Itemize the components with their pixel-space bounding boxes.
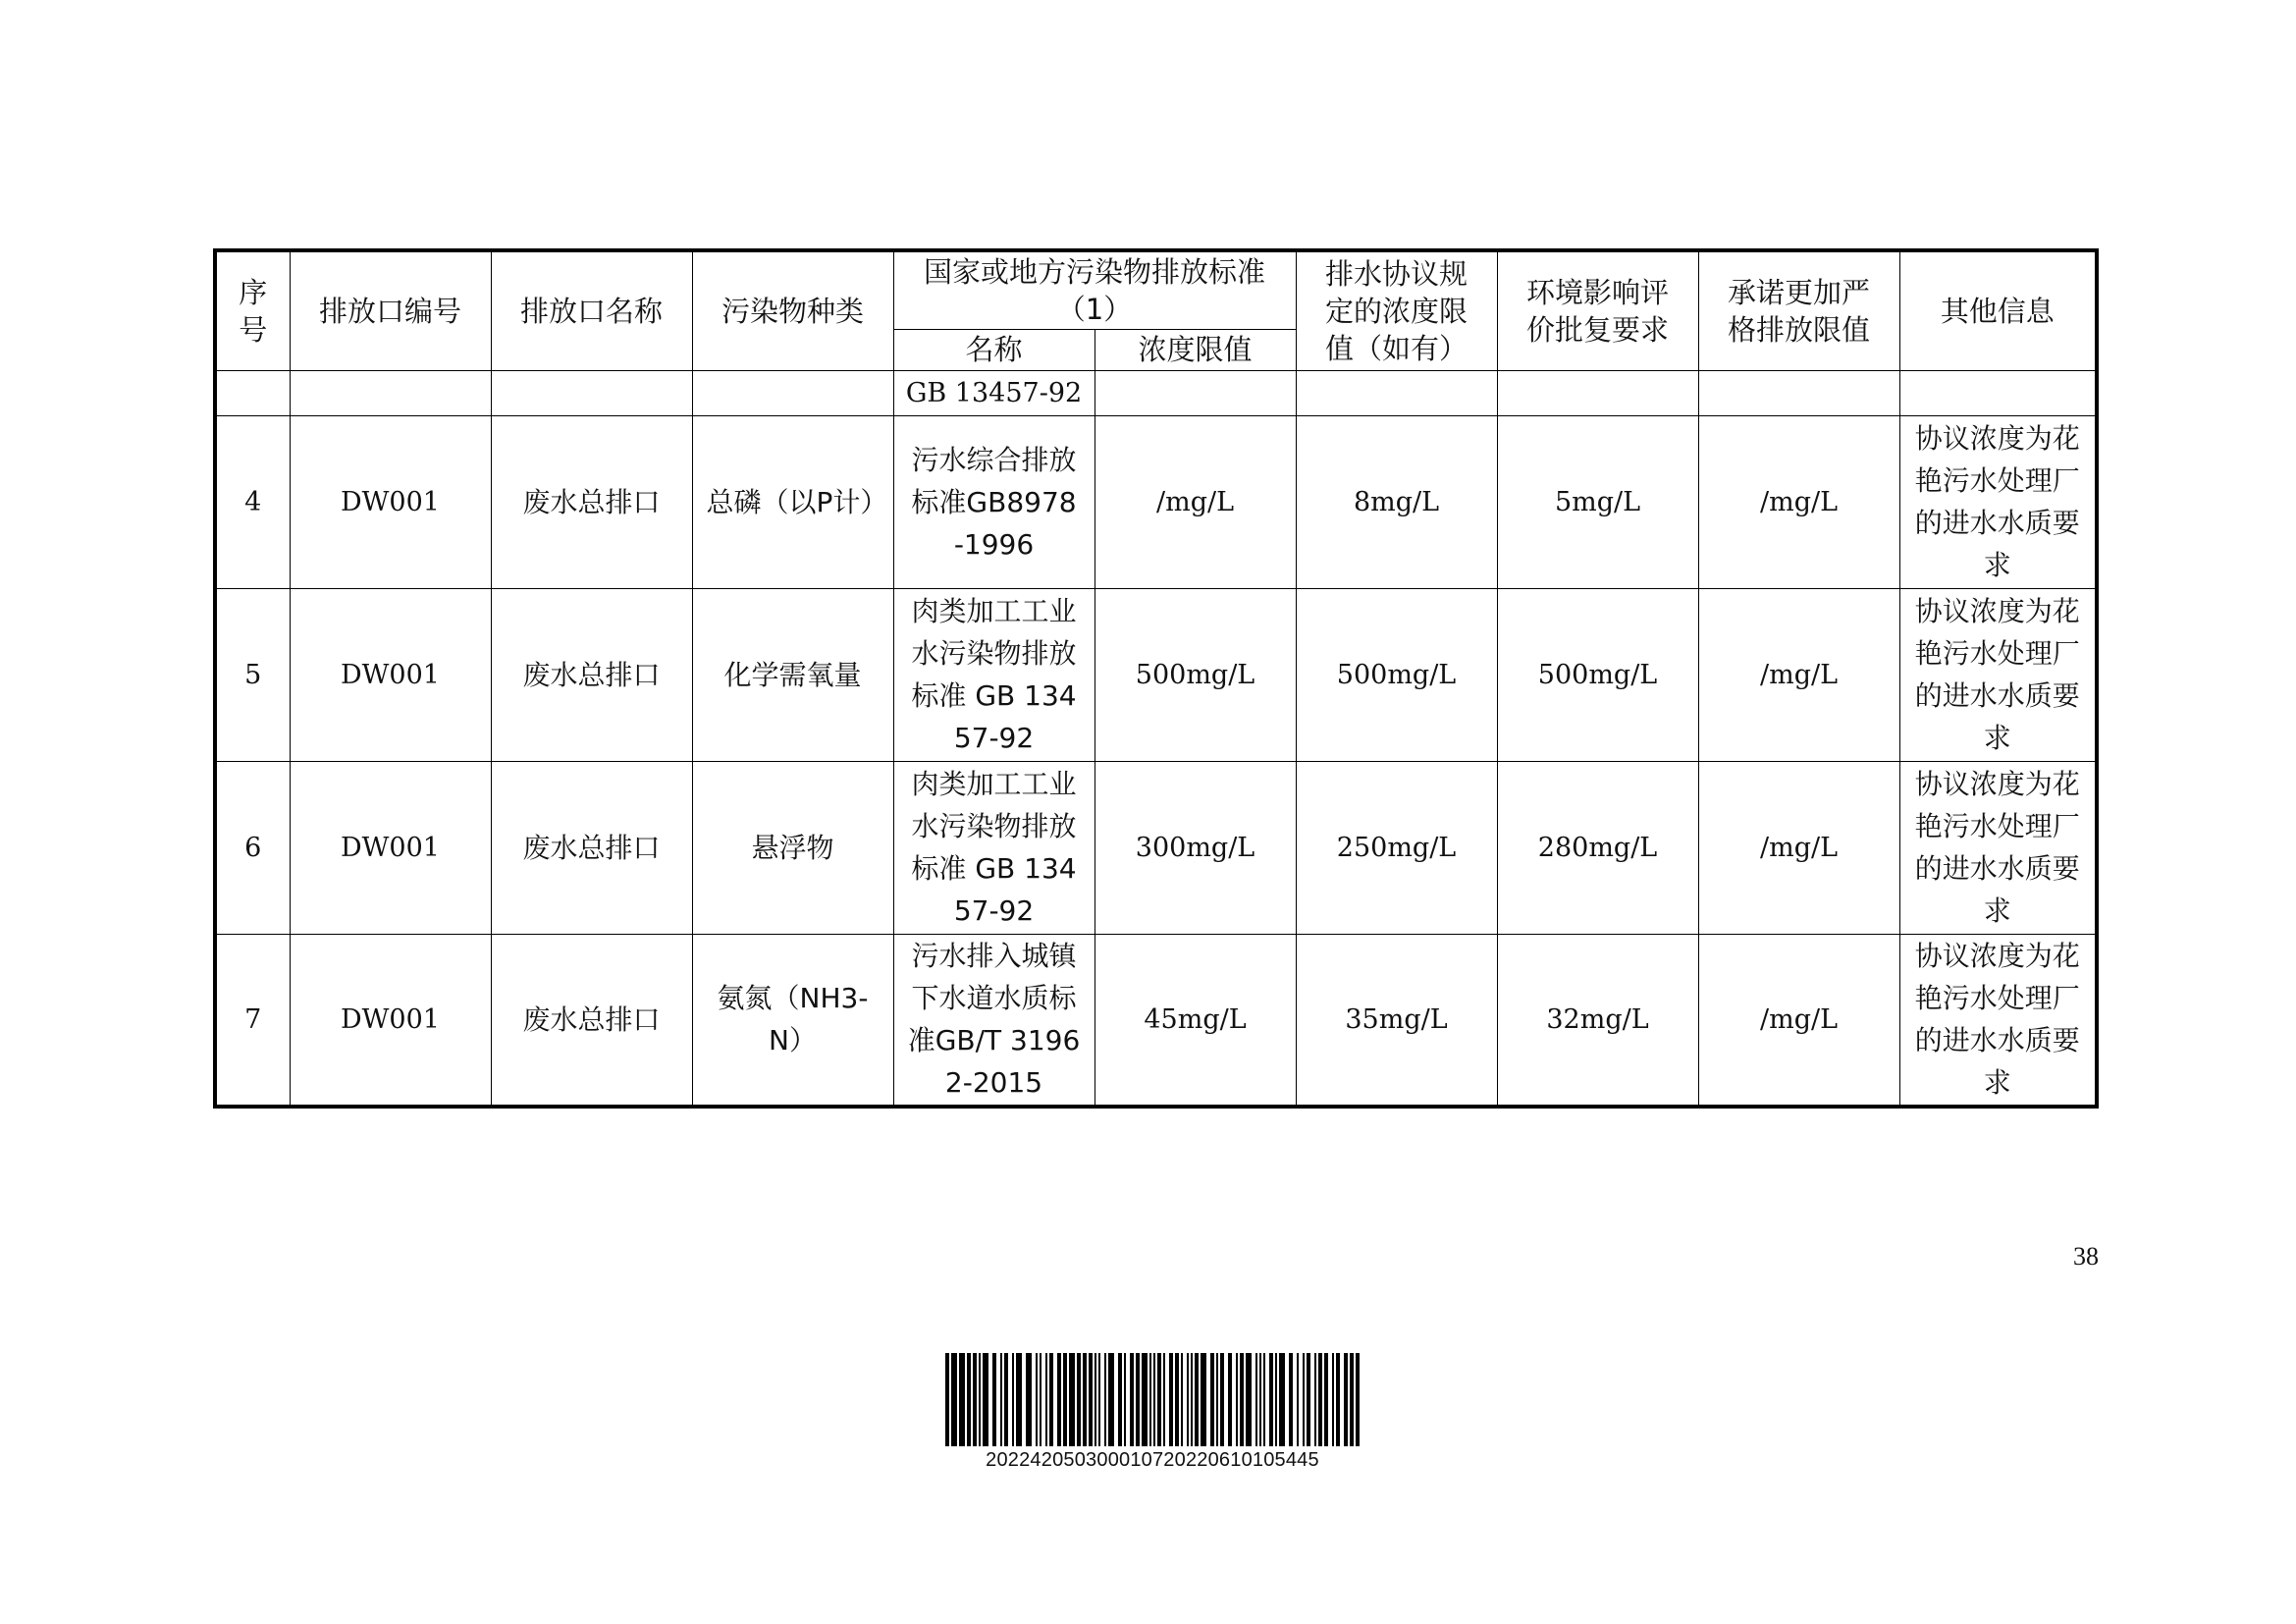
barcode-bar	[1318, 1353, 1322, 1446]
barcode-bar	[1063, 1353, 1067, 1446]
cell-seq: 5	[215, 588, 290, 761]
barcode-bar	[1275, 1353, 1277, 1446]
barcode-bar	[1187, 1353, 1189, 1446]
barcode-bar	[1057, 1353, 1061, 1446]
barcode-bar	[951, 1353, 957, 1446]
header-pollutant: 污染物种类	[692, 250, 893, 370]
table-row	[215, 588, 2097, 761]
barcode-bar	[973, 1353, 977, 1446]
barcode-bar	[1210, 1353, 1214, 1446]
header-seq: 序号	[215, 250, 290, 370]
cell-standard-name: 肉类加工工业水污染物排放标准 GB 13457-92	[893, 761, 1095, 934]
cell-outlet-name: 废水总排口	[491, 934, 692, 1107]
barcode-bar	[1149, 1353, 1151, 1446]
barcode-bar	[1216, 1353, 1218, 1446]
cell-other: 协议浓度为花艳污水处理厂的进水水质要求	[1899, 415, 2097, 588]
header-outlet-name: 排放口名称	[491, 250, 692, 370]
cell-standard-name: 污水综合排放标准GB8978-1996	[893, 415, 1095, 588]
table-row	[215, 934, 2097, 1107]
cell-standard-limit: /mg/L	[1095, 415, 1296, 588]
cell-eia: 5mg/L	[1497, 415, 1698, 588]
cell-agreement: 250mg/L	[1296, 761, 1497, 934]
cell-pollutant: 化学需氧量	[692, 588, 893, 761]
cell-commitment: /mg/L	[1698, 761, 1899, 934]
barcode-bar	[1118, 1353, 1122, 1446]
barcode-bar	[1307, 1353, 1310, 1446]
barcode-bar	[1289, 1353, 1293, 1446]
barcode-bar	[1036, 1353, 1038, 1446]
barcode-bar	[1220, 1353, 1224, 1446]
cell-outlet-id: DW001	[290, 934, 491, 1107]
cell-standard-name: 污水排入城镇下水道水质标准GB/T 31962-2015	[893, 934, 1095, 1107]
barcode-bar	[1049, 1353, 1053, 1446]
cell-pollutant: 总磷（以P计）	[692, 415, 893, 588]
barcode-bar	[1269, 1353, 1273, 1446]
cell-eia: 32mg/L	[1497, 934, 1698, 1107]
barcode-bar	[1303, 1353, 1305, 1446]
barcode-bar	[1108, 1353, 1114, 1446]
barcode-bar	[1163, 1353, 1165, 1446]
cell-seq: 4	[215, 415, 290, 588]
barcode-bar	[1130, 1353, 1134, 1446]
barcode-bar	[1175, 1353, 1179, 1446]
barcode-bar	[1279, 1353, 1285, 1446]
barcode-bar	[1344, 1353, 1348, 1446]
barcode-bar	[967, 1353, 971, 1446]
cell-outlet-id: DW001	[290, 415, 491, 588]
cell-other: 协议浓度为花艳污水处理厂的进水水质要求	[1899, 761, 2097, 934]
barcode-bar	[1077, 1353, 1081, 1446]
cell-agreement: 500mg/L	[1296, 588, 1497, 761]
header-outlet-id: 排放口编号	[290, 250, 491, 370]
barcode-bar	[1324, 1353, 1328, 1446]
table-row	[215, 761, 2097, 934]
cell-other: 协议浓度为花艳污水处理厂的进水水质要求	[1899, 588, 2097, 761]
header-standard-name: 名称	[893, 329, 1095, 370]
page-number: 38	[2073, 1242, 2099, 1271]
barcode-bar	[1228, 1353, 1232, 1446]
barcode-bar	[959, 1353, 965, 1446]
barcode-bar	[1095, 1353, 1096, 1446]
barcode-bar	[1356, 1353, 1360, 1446]
barcode-bar	[1124, 1353, 1126, 1446]
barcode-bar	[1098, 1353, 1100, 1446]
barcode-bar	[992, 1353, 996, 1446]
cell-standard-limit: 45mg/L	[1095, 934, 1296, 1107]
barcode-bar	[979, 1353, 981, 1446]
barcode-number: 20224205030001072022061010544​5	[986, 1449, 1319, 1471]
barcode-bar	[1350, 1353, 1354, 1446]
barcode-bar	[1136, 1353, 1140, 1446]
barcode-bar	[1153, 1353, 1155, 1446]
table-row	[215, 415, 2097, 588]
barcode-bar	[1069, 1353, 1075, 1446]
table-row-continuation	[215, 370, 2097, 415]
cell-commitment: /mg/L	[1698, 934, 1899, 1107]
barcode-bar	[1104, 1353, 1106, 1446]
barcode-bar	[1332, 1353, 1334, 1446]
cell-agreement: 8mg/L	[1296, 415, 1497, 588]
barcode-bar	[1246, 1353, 1252, 1446]
barcode-bar	[1083, 1353, 1087, 1446]
cell-outlet-name: 废水总排口	[491, 761, 692, 934]
barcode-bar	[1259, 1353, 1261, 1446]
barcode-bar	[1181, 1353, 1183, 1446]
barcode-bar	[1012, 1353, 1014, 1446]
cell-standard-name: GB 13457-92	[893, 370, 1095, 415]
barcode-bar	[983, 1353, 988, 1446]
barcode-bar	[1255, 1353, 1257, 1446]
barcode-bar	[1191, 1353, 1193, 1446]
cell-standard-limit: 500mg/L	[1095, 588, 1296, 761]
header-other: 其他信息	[1899, 250, 2097, 370]
barcode-bar	[1236, 1353, 1238, 1446]
header-commitment: 承诺更加严格排放限值	[1698, 250, 1899, 370]
barcode-bar	[1045, 1353, 1047, 1446]
barcode-bar	[1314, 1353, 1316, 1446]
header-agreement: 排水协议规定的浓度限值（如有）	[1296, 250, 1497, 370]
cell-standard-limit: 300mg/L	[1095, 761, 1296, 934]
barcode-bar	[1169, 1353, 1173, 1446]
barcode-bar	[1142, 1353, 1148, 1446]
barcode-bar	[945, 1353, 949, 1446]
barcode-bar	[1336, 1353, 1340, 1446]
barcode-bar	[1004, 1353, 1008, 1446]
barcode-bar	[1240, 1353, 1244, 1446]
cell-other: 协议浓度为花艳污水处理厂的进水水质要求	[1899, 934, 2097, 1107]
barcode-bar	[1297, 1353, 1299, 1446]
barcode-bar	[1026, 1353, 1032, 1446]
barcode-icon	[945, 1353, 1360, 1446]
header-standard-group: 国家或地方污染物排放标准（1）	[893, 250, 1296, 329]
cell-outlet-name: 废水总排口	[491, 588, 692, 761]
barcode-bar	[1016, 1353, 1022, 1446]
cell-outlet-name: 废水总排口	[491, 415, 692, 588]
cell-commitment: /mg/L	[1698, 415, 1899, 588]
cell-agreement: 35mg/L	[1296, 934, 1497, 1107]
cell-seq: 7	[215, 934, 290, 1107]
cell-pollutant: 氨氮（NH3-N）	[692, 934, 893, 1107]
cell-pollutant: 悬浮物	[692, 761, 893, 934]
cell-seq: 6	[215, 761, 290, 934]
barcode-bar	[1157, 1353, 1161, 1446]
barcode-bar	[1089, 1353, 1093, 1446]
barcode-bar	[1195, 1353, 1199, 1446]
barcode-bar	[1000, 1353, 1002, 1446]
cell-eia: 500mg/L	[1497, 588, 1698, 761]
header-standard-limit: 浓度限值	[1095, 329, 1296, 370]
cell-eia: 280mg/L	[1497, 761, 1698, 934]
barcode-bar	[1201, 1353, 1206, 1446]
emission-limits-table	[213, 248, 2099, 1109]
cell-outlet-id: DW001	[290, 761, 491, 934]
cell-standard-name: 肉类加工工业水污染物排放标准 GB 13457-92	[893, 588, 1095, 761]
cell-commitment: /mg/L	[1698, 588, 1899, 761]
header-eia: 环境影响评价批复要求	[1497, 250, 1698, 370]
barcode-bar	[1263, 1353, 1265, 1446]
cell-outlet-id: DW001	[290, 588, 491, 761]
barcode-bar	[1040, 1353, 1041, 1446]
